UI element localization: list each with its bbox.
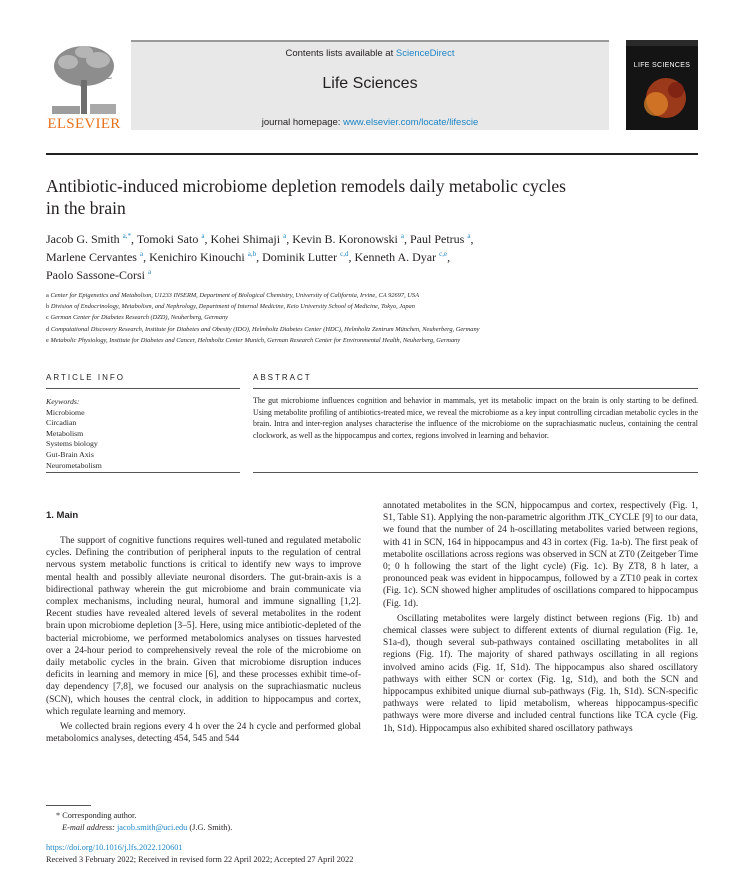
affiliation-item: d Computational Discovery Research, Institute for Diabetes and Obesity (IDO), Helmholtz Diabetes Center (HDC), Helmholtz Zentrum München, Neuherberg, Germany [46,325,480,333]
body-paragraph: We collected brain regions every 4 h over the 24 h cycle and performed global metabolomics analyses, detecting 454, 545 and 544 [46,722,361,745]
body-paragraph: The support of cognitive functions requires well-tuned and regulated metabolic cycles. Defining the contribution of peripheral inputs to the regulation of central nervous system metabolic functions is critical to identify new ways to improve mental health and possibly alleviate neuronal disorders. The gut-brain-axis is a bidirectional pathway wherein the gut microbiome and brain communicate via complex mechanisms, including neural, humoral and immune signalling [1,2]. Recent studies have revealed altered levels of several metabolites in the rodent brain upon microbiome depletion [3–5]. Here, using mice antibiotic-depleted of the bacterial microbiome, we performed metabolomics analyses on tissues harvested over a 24-hour period to comprehensively reveal the role of the microbiome on daily metabolic cycles in the brain. Given that microbiome disruption induces deficits in learning and memory in mice [6], and these processes exhibit time-of-day dependency [7,8], we focused our analysis on the suprachiasmatic nucleus (SCN), which houses the central clock, in addition to hippocampus and cortex, which regulate learning and memory. [46,536,361,717]
header-rule [46,153,698,155]
homepage-line [131,117,609,128]
journal-homepage-link[interactable]: www.elsevier.com/locate/lifescie [343,117,479,128]
doi-link[interactable]: https://doi.org/10.1016/j.lfs.2022.120601 [46,843,183,852]
sciencedirect-link[interactable]: ScienceDirect [395,48,455,59]
keyword: Gut-Brain Axis [46,449,94,459]
author[interactable]: Paul Petrus $^a$ [410,232,471,246]
keywords-block [46,397,236,471]
title-line-2: in the brain [46,198,126,218]
article-info-rule [46,388,240,389]
body-column-left [46,535,361,748]
received-dates: Received 3 February 2022; Received in revised form 22 April 2022; Accepted 27 April 2022 [46,855,354,864]
author[interactable]: Kenneth A. Dyar $^{c,e}$ [354,250,448,264]
contents-line [131,48,609,59]
journal-cover-image [626,40,698,130]
homepage-prefix: journal homepage: [261,117,344,128]
abstract-bottom-rule [253,472,698,473]
keyword: Neurometabolism [46,460,102,470]
affiliation-item: c German Center for Diabetes Research (DZD), Neuherberg, Germany [46,314,228,322]
author[interactable]: Marlene Cervantes $^a$ [46,250,144,264]
affiliation-item: b Division of Endocrinology, Metabolism, and Nephrology, Department of Internal Medicine, Keio University School of Medicine, Tokyo, Japan [46,303,415,311]
article-info-bottom-rule [46,472,240,473]
contents-prefix: Contents lists available at [285,48,396,59]
author[interactable]: Kevin B. Koronowski $^a$ [292,232,404,246]
abstract-text: The gut microbiome influences cognition and behavior in mammals, yet its metabolic impact on the brain is only starting to be defined. Using metabolite profiling of antibiotics-treated mice, we reveal the microbiome as a key input controlling circadian metabolic cycles in the brain. Intra and inter-region analyses characterise the influence of the microbiome on the suprachiasmatic nucleus, containing the central clockwork, as well as the hippocampus and cortex, regions involved in learning and behavior. [253,396,698,440]
body-paragraph: annotated metabolites in the SCN, hippocampus and cortex, respectively (Fig. 1, S1, Table S1). Applying the non-parametric algorithm JTK_CYCLE [9] to our data, we found that the number of 24 h-oscillating metabolites varied between regions, with 41 in SCN, 164 in hippocampus and 43 in cortex (Fig. 1a-b). The first peak of metabolite oscillations across regions was observed in SCN at ZT0 (Zeitgeber Time 0; 0 h following the start of the light cycle) (Fig. 1c). By ZT8, 8 h later, a pronounced peak was evident in hippocampus, followed by a ZT10 peak in cortex (Fig. 1c). SCN showed higher amplitudes of oscillations compared to hippocampus (Fig. 1d). [383,501,698,609]
keyword: Systems biology [46,439,98,449]
keywords-label: Keywords: [46,397,80,406]
author[interactable]: Kohei Shimaji $^a$ [210,232,287,246]
email-line: E-mail address: jacob.smith@uci.edu (J.G. Smith). [62,823,233,832]
article-info-heading: ARTICLE INFO [46,373,125,382]
corresponding-author-note: * Corresponding author. [56,811,137,820]
body-column-right [383,500,698,738]
banner-top-rule [131,40,609,42]
abstract-rule [253,388,698,389]
cover-title: LIFE SCIENCES [633,62,691,69]
keyword: Microbiome [46,407,85,417]
author[interactable]: Paolo Sassone-Corsi $^a$ [46,268,152,282]
footnote-rule [46,805,91,806]
body-paragraph: Oscillating metabolites were largely distinct between regions (Fig. 1b) and chemical classes were subject to different extents of diurnal regulation (Fig. 1e, S1a-d), though several sub-pathways contained oscillating metabolites in all regions (Fig. 1f). The majority of shared pathways oscillating in all regions involved amino acids (Fig. 1f, S1d). The hippocampus also shared oscillatory pathways with either SCN or cortex (Fig. 1g, S1d), and both the SCN and hippocampus exhibited unique diurnal sub-pathways (Fig. 1h, S1d). SCN-specific pathways were related to lipid metabolism, whereas hippocampus-specific pathways were more diverse and included central functions like TCA cycle (Fig. 1h, S1d). Hippocampus also exhibited shared oscillatory pathways [383,613,698,734]
section-heading: 1. Main [46,510,79,521]
article-title [46,175,626,219]
author[interactable]: Jacob G. Smith $^{a,*}$ [46,232,132,246]
footnote [56,810,456,834]
affiliation-item: e Metabolic Physiology, Institute for Diabetes and Cancer, Helmholtz Center Munich, German Research Center for Environmental Health, Neuherberg, Germany [46,336,461,344]
title-line-1: Antibiotic-induced microbiome depletion remodels daily metabolic cycles [46,176,566,196]
journal-name: Life Sciences [322,75,418,92]
affiliation-item: a Center for Epigenetics and Metabolism, U1233 INSERM, Department of Biological Chemistry, University of California, Irvine, CA 92697, USA [46,292,419,299]
author-list: Jacob G. Smith $^{a,*}$, Tomoki Sato $^a$, Kohei Shimaji $^a$, Kevin B. Koronowski $^a$, Paul Petrus $^a$, Marlene Cervantes $^a$, Kenichiro Kinouchi $^{a,b}$, Dominik Lutter $^{c,d}$, Kenneth A. Dyar $^{c,e}$, Paolo Sassone-Corsi $^a$ [46,232,474,282]
author[interactable]: Tomoki Sato $^a$ [136,232,205,246]
keyword: Circadian [46,418,77,428]
affiliations [46,290,686,346]
abstract-heading: ABSTRACT [253,373,312,382]
keyword: Metabolism [46,428,84,438]
author[interactable]: Kenichiro Kinouchi $^{a,b}$ [149,250,257,264]
author[interactable]: Dominik Lutter $^{c,d}$ [262,250,349,264]
elsevier-wordmark: ELSEVIER [47,116,121,132]
email-link[interactable]: jacob.smith@uci.edu [117,823,188,832]
